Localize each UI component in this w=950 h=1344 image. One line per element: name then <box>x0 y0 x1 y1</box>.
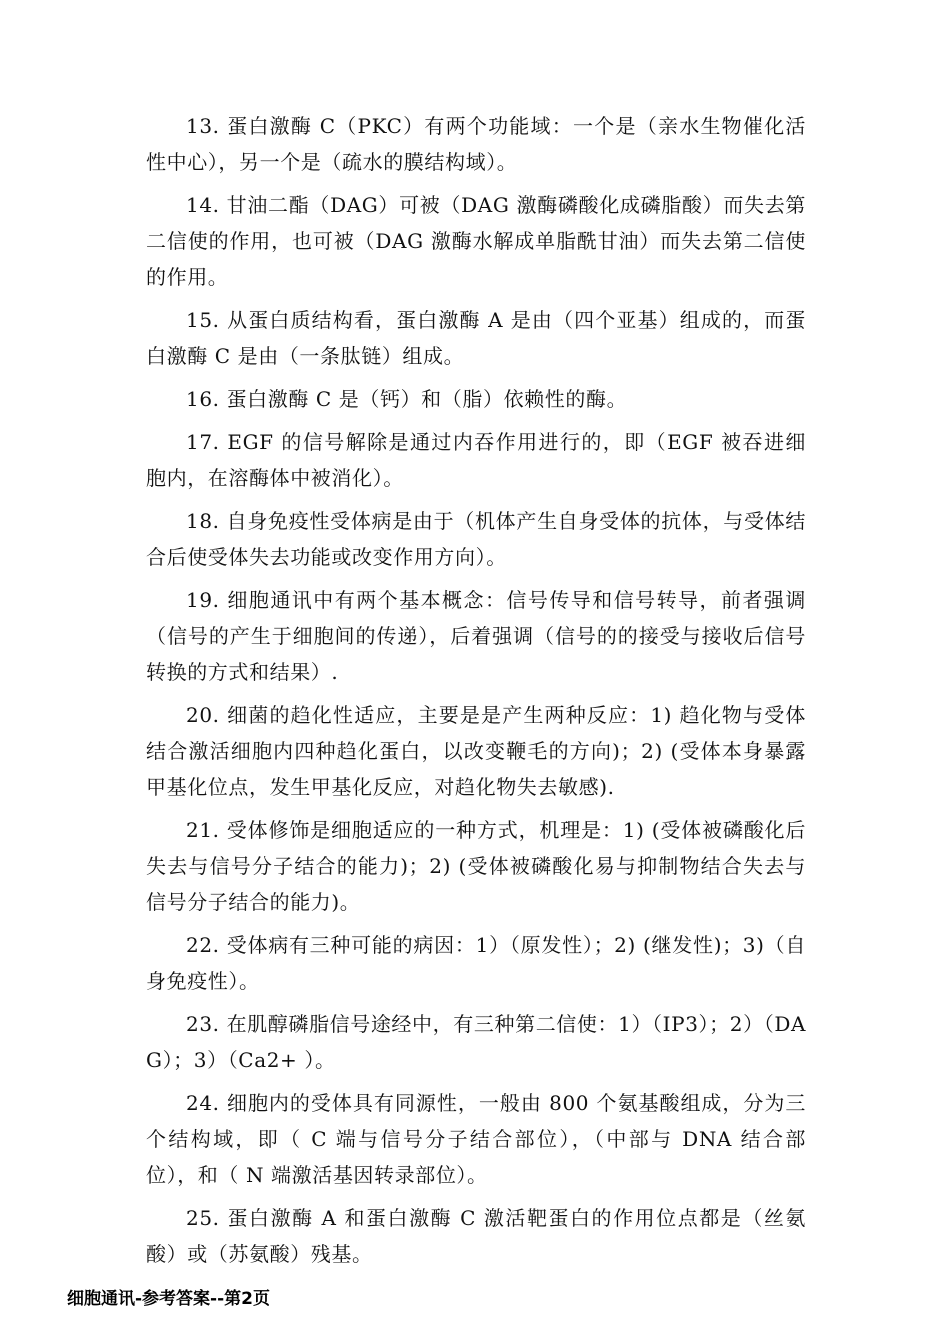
answer-item-19: 19. 细胞通讯中有两个基本概念：信号传导和信号转导，前者强调（信号的产生于细胞间的传递），后着强调（信号的的接受与接收后信号转换的方式和结果）. <box>146 588 806 684</box>
answer-item-13: 13. 蛋白激酶 C（PKC）有两个功能域：一个是（亲水生物催化活性中心），另一个是（疏水的膜结构域）。 <box>146 114 806 174</box>
answer-item-25: 25. 蛋白激酶 A 和蛋白激酶 C 激活靶蛋白的作用位点都是（丝氨酸）或（苏氨酸）残基。 <box>146 1206 806 1266</box>
document-body <box>146 108 806 1279</box>
page-footer: 细胞通讯-参考答案--第2页 <box>67 1289 270 1309</box>
answer-item-16: 16. 蛋白激酶 C 是（钙）和（脂）依赖性的酶。 <box>186 387 628 411</box>
answer-item-21: 21. 受体修饰是细胞适应的一种方式，机理是：1) (受体被磷酸化后失去与信号分子结合的能力)；2) (受体被磷酸化易与抑制物结合失去与信号分子结合的能力)。 <box>146 818 806 914</box>
answer-item-18: 18. 自身免疫性受体病是由于（机体产生自身受体的抗体，与受体结合后使受体失去功能或改变作用方向）。 <box>146 509 806 569</box>
answer-item-23: 23. 在肌醇磷脂信号途经中，有三种第二信使：1）（IP3）；2）（DAG）；3）（Ca2+ ）。 <box>146 1012 806 1072</box>
answer-item-15: 15. 从蛋白质结构看，蛋白激酶 A 是由（四个亚基）组成的，而蛋白激酶 C 是由（一条肽链）组成。 <box>146 308 806 368</box>
answer-item-20: 20. 细菌的趋化性适应，主要是是产生两种反应：1) 趋化物与受体结合激活细胞内四种趋化蛋白，以改变鞭毛的方向)；2) (受体本身暴露甲基化位点，发生甲基化反应，对趋化物失去敏感). <box>146 703 806 799</box>
answer-item-17: 17. EGF 的信号解除是通过内吞作用进行的，即（EGF 被吞进细胞内，在溶酶体中被消化）。 <box>146 430 806 490</box>
answer-item-22: 22. 受体病有三种可能的病因：1）（原发性）；2) (继发性)；3)（自身免疫性）。 <box>146 933 806 993</box>
answer-item-14: 14. 甘油二酯（DAG）可被（DAG 激酶磷酸化成磷脂酸）而失去第二信使的作用，也可被（DAG 激酶水解成单脂酰甘油）而失去第二信使的作用。 <box>146 193 806 289</box>
answer-item-24: 24. 细胞内的受体具有同源性，一般由 800 个氨基酸组成，分为三个结构域，即（ C 端与信号分子结合部位），（中部与 DNA 结合部位），和（ N 端激活基因转录部位）。 <box>146 1091 806 1187</box>
